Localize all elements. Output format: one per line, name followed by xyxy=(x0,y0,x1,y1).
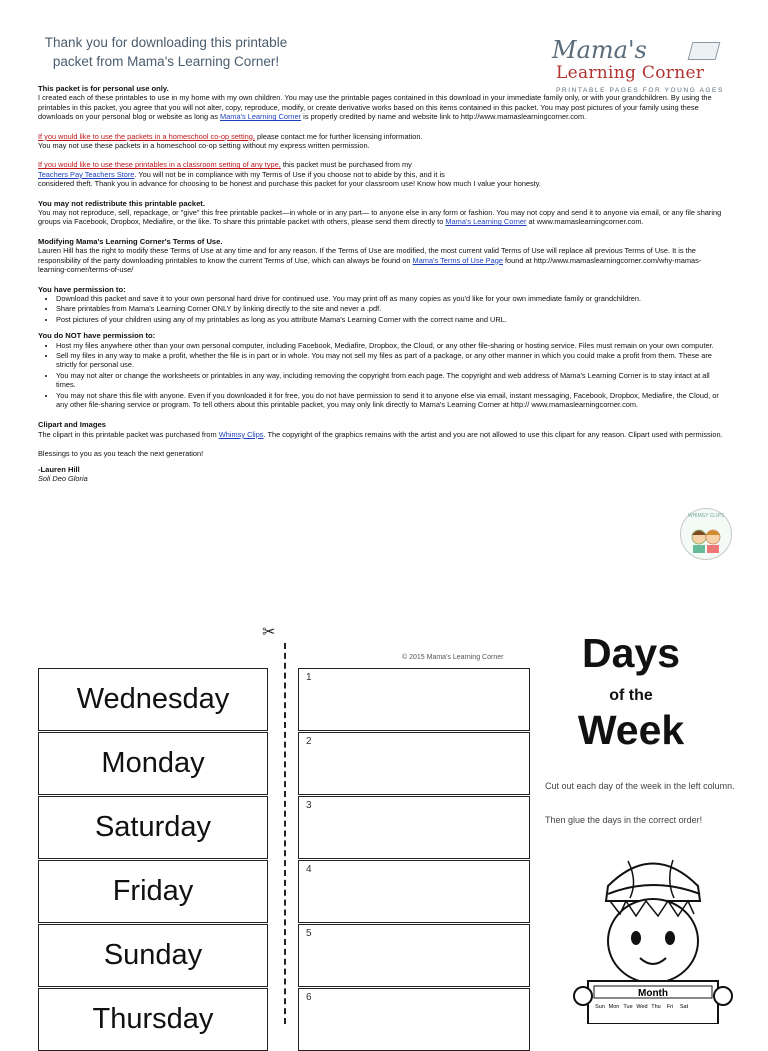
answer-number: 5 xyxy=(306,928,312,939)
motto: Soli Deo Gloria xyxy=(38,474,88,483)
answer-box xyxy=(298,924,530,987)
list-item: • You may not share this file with anyone. Even if you downloaded it for free, you do not have permission to send it to anyone else via email, instant messaging, Facebook, Dropbox, Mediafire, the Cloud, or any other file-sharing service or program. To tell others about this printable packet, you may only link directly to Mama's Learning Corner at http:// www.mamaslearningcorner.com. xyxy=(56,391,730,410)
redistribute-text-b: at www.mamaslearningcorner.com. xyxy=(526,217,644,227)
no-permission-title: You do NOT have permission to: xyxy=(38,331,156,341)
title-of-the: of the xyxy=(609,687,653,704)
calendar-month-label: Month xyxy=(638,988,668,999)
calendar-day-label: Sun xyxy=(595,1004,605,1010)
terms-of-use xyxy=(38,84,730,483)
modify-title: Modifying Mama's Learning Corner's Terms of Use. xyxy=(38,236,223,246)
day-card: Sunday xyxy=(38,924,268,987)
calendar-day-label: Mon xyxy=(608,1004,620,1010)
whimsy-clips-link[interactable]: Whimsy Clips xyxy=(218,429,264,439)
thanks-line-2: packet from Mama's Learning Corner! xyxy=(52,54,280,69)
classroom-highlight: If you would like to use these printables in a classroom setting of any type, xyxy=(38,160,281,170)
list-item: • Host my files anywhere other than your own personal computer, including Facebook, Mediafire, Dropbox, the Cloud, or any other file-sharing or hosting service. Files must remain on your own computer. xyxy=(56,341,730,350)
classroom-paragraph xyxy=(38,160,730,169)
personal-body-text-a: I created each of these printables to use in my home with my own children. You may use the printable pages contained in this download in your immediate family only, or with your grandchildren. By using the printables in this packet, you agree that you will not alter, copy, reproduce, modify, or create derivative works based on this items contained in this packet. You may post pictures of your family using these downloads on your personal blog or website as long as xyxy=(38,93,712,122)
boy-with-calendar-icon xyxy=(568,846,738,1024)
whimsy-clips-badge xyxy=(680,508,732,560)
terms-of-use-link[interactable]: Mama's Terms of Use Page xyxy=(412,255,503,265)
coop-highlight: If you would like to use the packets in a homeschool co-op setting, xyxy=(38,131,255,141)
modify-body xyxy=(38,246,730,274)
calendar-day-label: Tue xyxy=(623,1004,633,1010)
answer-number: 6 xyxy=(306,992,312,1003)
personal-use-title: This packet is for personal use only. xyxy=(38,84,169,93)
calendar-day-label: Wed xyxy=(636,1004,648,1010)
coop-body: please contact me for further licensing information. xyxy=(254,131,423,141)
clipart-body xyxy=(38,430,730,439)
modify-text-b: found at http://www.mamaslearningcorner.com/why-mamas-learning-corner/terms-of-use/ xyxy=(38,255,702,275)
blessing: Blessings to you as you teach the next generation! xyxy=(38,449,204,459)
answer-box xyxy=(298,668,530,731)
signature: -Lauren Hill xyxy=(38,464,80,474)
list-item: • Sell my files in any way to make a profit, whether the file is in part or in whole. You may not sell my files as part of a package, or any other manner in which you could make a profit from them. These are strictly for personal use. xyxy=(56,351,730,370)
calendar-day-label: Fri xyxy=(666,1004,674,1010)
permission-title: You have permission to: xyxy=(38,284,126,294)
redistribute-text-a: You may not reproduce, sell, repackage, or "give" this free printable packet—in whole or in any part— to anyone else in any form or fashion. You may not copy and send it to anyone via email, or any file sharing groups via Facebook, Dropbox, Mediafire, or the like. To share this printable packet with others, please send them directly to xyxy=(38,208,722,227)
logo-tagline: PRINTABLE PAGES FOR YOUNG AGES xyxy=(556,87,724,94)
classroom-body-2: . You will not be in compliance with my Terms of Use if you choose not to abide by this, and it is xyxy=(134,169,445,179)
classroom-line-2 xyxy=(38,170,730,179)
list-item: • You may not alter or change the worksheets or printables in any way, including removing the copyright from each page. The copyright and web address of Mama's Learning Corner is to stay intact at all times. xyxy=(56,371,730,390)
permission-list xyxy=(38,294,730,324)
answer-box xyxy=(298,860,530,923)
logo-line-1: Mama's xyxy=(552,36,647,64)
children-icon xyxy=(681,509,731,559)
coop-line-2: You may not use these packets in a homeschool co-op setting without my express written permission. xyxy=(38,141,370,151)
calendar-day-label: Thu xyxy=(651,1004,661,1010)
modify-text-a: Lauren Hill has the right to modify these Terms of Use at any time and for any reason. If the Terms of Use are modified, the most current valid Terms of Use will replace all previous Terms of Use. It is the responsibility of the party downloading printables to know the current Terms of Use, which can always be found on xyxy=(38,246,696,265)
calendar-day-label: Sat xyxy=(679,1004,689,1010)
answer-box xyxy=(298,796,530,859)
title-days: Days xyxy=(581,630,680,676)
no-permission-list xyxy=(38,341,730,410)
instruction-glue: Then glue the days in the correct order! xyxy=(545,815,703,825)
redistribute-title: You may not redistribute this printable packet. xyxy=(38,198,205,208)
day-card: Friday xyxy=(38,860,268,923)
answer-box xyxy=(298,988,530,1051)
personal-link[interactable]: Mama's Learning Corner xyxy=(220,112,302,122)
personal-use-body xyxy=(38,93,730,121)
answer-number: 4 xyxy=(306,864,312,875)
tpt-store-link[interactable]: Teachers Pay Teachers Store xyxy=(38,169,135,179)
copyright: © 2015 Mama's Learning Corner xyxy=(402,654,504,661)
logo-line-2: Learning Corner xyxy=(556,63,705,83)
scissors-icon: ✂ xyxy=(262,624,276,641)
answer-box xyxy=(298,732,530,795)
day-card: Saturday xyxy=(38,796,268,859)
answer-number: 2 xyxy=(306,736,312,747)
personal-body-text-b: is properly credited by name and website link to http://www.mamaslearningcorner.com. xyxy=(301,112,587,122)
day-card: Thursday xyxy=(38,988,268,1051)
thanks-heading xyxy=(36,33,296,71)
clipart-title: Clipart and Images xyxy=(38,420,106,430)
instruction-cut: Cut out each day of the week in the left column. xyxy=(545,781,735,791)
list-item: • Post pictures of your children using any of my printables as long as you attribute Mama's Learning Corner with the correct name and URL. xyxy=(56,315,730,324)
cut-line xyxy=(284,643,286,1024)
day-card: Monday xyxy=(38,732,268,795)
book-icon xyxy=(688,42,721,60)
redistribute-link[interactable]: Mama's Learning Corner xyxy=(445,217,527,227)
coop-paragraph xyxy=(38,132,730,141)
title-week: Week xyxy=(577,707,685,753)
badge-label: WHIMSY CLIPS xyxy=(687,513,725,519)
redistribute-body xyxy=(38,208,730,227)
list-item: • Download this packet and save it to your own personal hard drive for continued use. You may print off as many copies as you'd like for your own immediate family or grandchildren. xyxy=(56,294,730,303)
thanks-line-1: Thank you for downloading this printable xyxy=(44,35,288,50)
clipart-text-b: . The copyright of the graphics remains with the artist and you are not allowed to use this clipart for any reason. Clipart used with permission. xyxy=(263,429,723,439)
day-card: Wednesday xyxy=(38,668,268,731)
answer-number: 3 xyxy=(306,800,312,811)
answer-number: 1 xyxy=(306,672,312,683)
classroom-body: this packet must be purchased from my xyxy=(280,160,412,170)
classroom-honesty: considered theft. Thank you in advance for choosing to be honest and purchase this packet for your classroom use! Know how much I value your honesty. xyxy=(38,179,541,189)
list-item: • Share printables from Mama's Learning Corner ONLY by linking directly to the site and never a .pdf. xyxy=(56,304,730,313)
clipart-text-a: The clipart in this printable packet was purchased from xyxy=(38,429,219,439)
